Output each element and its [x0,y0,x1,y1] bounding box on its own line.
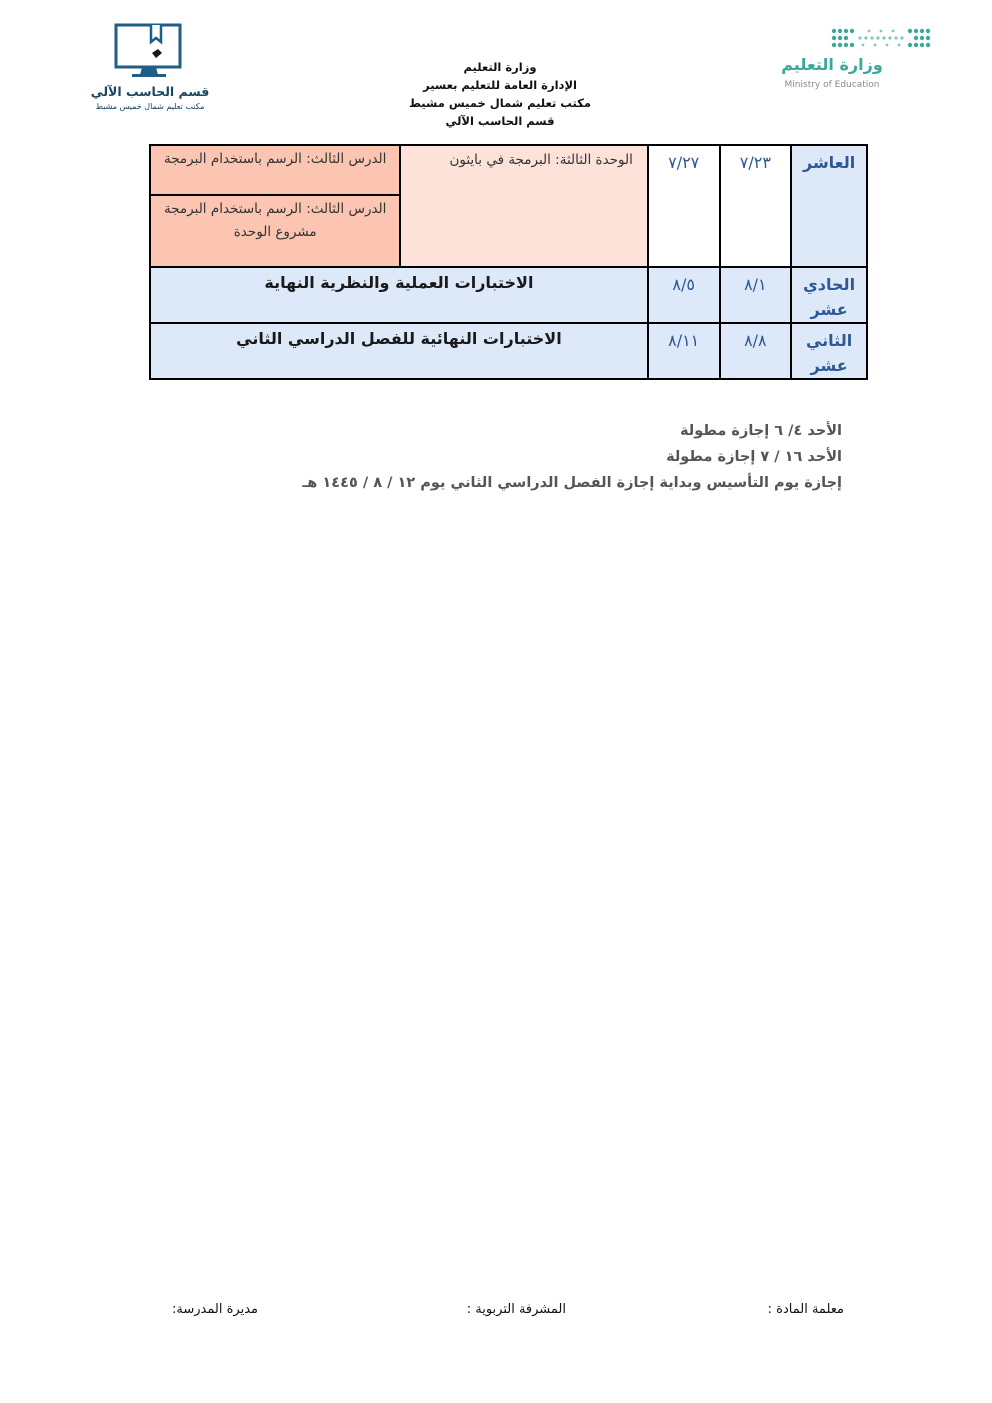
ministry-logo-title: وزارة التعليم [781,55,883,74]
week-end-date: ٧/٢٧ [648,145,720,267]
unit-project-text: مشروع الوحدة [233,224,317,240]
week-end-date: ٨/١١ [648,323,720,379]
unit-cell: الوحدة الثالثة: البرمجة في بايثون [400,145,647,267]
note-line: الأحد ١٦ / ٧ إجازة مطولة [666,449,842,465]
header-ministry: وزارة التعليم [463,60,537,74]
monitor-icon [112,22,188,80]
header-general-administration: الإدارة العامة للتعليم بعسير [423,78,577,92]
department-logo-title: قسم الحاسب الآلي [90,84,210,99]
curriculum-schedule-table [149,144,868,380]
holiday-notes [302,418,842,496]
table-row [150,267,867,323]
note-line: الأحد ٤/ ٦ إجازة مطولة [679,423,842,439]
ministry-of-education-logo [776,22,936,94]
department-logo-subtitle: مكتب تعليم شمال خميس مشيط [95,102,205,111]
week-cell: العاشر [791,145,867,267]
ministry-logo-subtitle: Ministry of Education [784,80,880,90]
exam-cell: الاختبارات العملية والنظرية النهاية [150,267,648,323]
lesson-cell [150,145,400,195]
lesson-text: الدرس الثالث: الرسم باستخدام البرمجة [163,201,387,217]
week-start-date: ٧/٢٣ [720,145,792,267]
table-row [150,323,867,379]
page-header [380,58,620,130]
supervisor-signature-label: المشرفة التربوية : [466,1302,566,1317]
ministry-dots-icon [830,27,934,53]
table-row [150,145,867,195]
week-cell: الحادي عشر [791,267,867,323]
exam-cell: الاختبارات النهائية للفصل الدراسي الثاني [150,323,648,379]
header-office: مكتب تعليم شمال خميس مشيط [408,96,591,110]
week-start-date: ٨/٨ [720,323,792,379]
lesson-cell [150,195,400,267]
week-end-date: ٨/٥ [648,267,720,323]
teacher-signature-label: معلمة المادة : [767,1302,844,1317]
principal-signature-label: مديرة المدرسة: [172,1302,258,1317]
computer-department-logo [88,22,212,118]
lesson-text: الدرس الثالث: الرسم باستخدام البرمجة [163,151,387,167]
week-start-date: ٨/١ [720,267,792,323]
header-department: قسم الحاسب الآلي [445,114,555,128]
note-line: إجازة يوم التأسيس وبداية إجازة الفصل الدراسي الثاني يوم ١٢ / ٨ / ١٤٤٥ هـ [302,475,842,491]
week-cell: الثاني عشر [791,323,867,379]
